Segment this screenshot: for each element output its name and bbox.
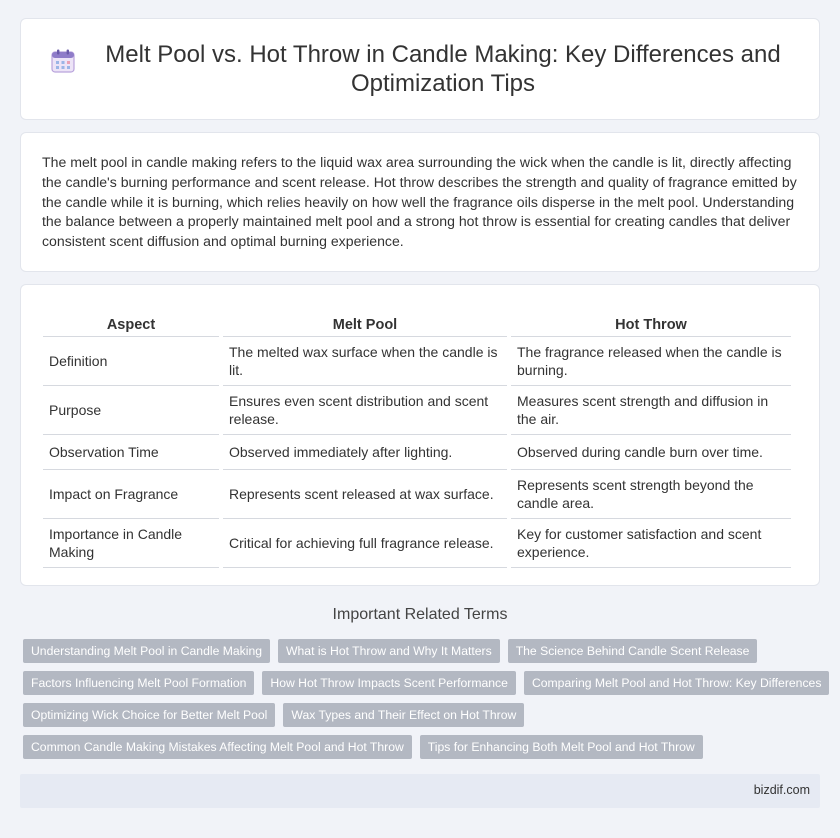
related-terms-list — [23, 639, 823, 767]
table-row — [43, 386, 791, 435]
melt-pool-cell: The melted wax surface when the candle is lit. — [223, 337, 507, 386]
header-aspect: Aspect — [43, 313, 219, 337]
related-term-tag[interactable]: Common Candle Making Mistakes Affecting Melt Pool and Hot Throw — [23, 735, 412, 759]
calendar-icon — [50, 48, 76, 74]
aspect-cell: Definition — [43, 337, 219, 386]
melt-pool-cell: Represents scent released at wax surface. — [223, 470, 507, 519]
hot-throw-cell: The fragrance released when the candle is burning. — [511, 337, 791, 386]
hot-throw-cell: Measures scent strength and diffusion in the air. — [511, 386, 791, 435]
melt-pool-cell: Critical for achieving full fragrance release. — [223, 519, 507, 568]
intro-card — [20, 132, 820, 272]
table-row — [43, 435, 791, 470]
related-term-tag[interactable]: Comparing Melt Pool and Hot Throw: Key Differences — [524, 671, 829, 695]
table-header-row — [43, 313, 791, 337]
intro-paragraph: The melt pool in candle making refers to the liquid wax area surrounding the wick when the candle is lit, directly affecting the candle's burning performance and scent release. Hot throw describes the strength and quality of fragrance emitted by the candle while it is burning, which relies heavily on how well the fragrance oils disperse in the melt pool. Understanding the balance between a properly maintained melt pool and a strong hot throw is essential for creating candles that deliver consistent scent diffusion and optimal burning experience. — [42, 154, 797, 250]
comparison-table — [39, 313, 795, 568]
table-row — [43, 470, 791, 519]
melt-pool-cell: Ensures even scent distribution and scent release. — [223, 386, 507, 435]
aspect-cell: Observation Time — [43, 435, 219, 470]
related-term-tag[interactable]: Understanding Melt Pool in Candle Making — [23, 639, 270, 663]
related-term-tag[interactable]: Optimizing Wick Choice for Better Melt Pool — [23, 703, 275, 727]
hot-throw-cell: Observed during candle burn over time. — [511, 435, 791, 470]
related-term-tag[interactable]: Factors Influencing Melt Pool Formation — [23, 671, 254, 695]
page-title: Melt Pool vs. Hot Throw in Candle Making: Key Differences and Optimization Tips — [105, 41, 781, 97]
table-row — [43, 519, 791, 568]
aspect-cell: Impact on Fragrance — [43, 470, 219, 519]
comparison-card — [20, 284, 820, 586]
header-melt-pool: Melt Pool — [223, 313, 507, 337]
related-term-tag[interactable]: The Science Behind Candle Scent Release — [508, 639, 758, 663]
related-term-tag[interactable]: How Hot Throw Impacts Scent Performance — [262, 671, 516, 695]
aspect-cell: Purpose — [43, 386, 219, 435]
aspect-cell: Importance in Candle Making — [43, 519, 219, 568]
footer-site-link[interactable]: bizdif.com — [753, 783, 810, 797]
footer — [20, 774, 820, 808]
hot-throw-cell: Represents scent strength beyond the candle area. — [511, 470, 791, 519]
header-hot-throw: Hot Throw — [511, 313, 791, 337]
header-card — [20, 18, 820, 120]
related-term-tag[interactable]: Tips for Enhancing Both Melt Pool and Hot Throw — [420, 735, 703, 759]
table-row — [43, 337, 791, 386]
hot-throw-cell: Key for customer satisfaction and scent experience. — [511, 519, 791, 568]
related-term-tag[interactable]: Wax Types and Their Effect on Hot Throw — [283, 703, 524, 727]
melt-pool-cell: Observed immediately after lighting. — [223, 435, 507, 470]
related-terms-title: Important Related Terms — [332, 606, 508, 623]
related-term-tag[interactable]: What is Hot Throw and Why It Matters — [278, 639, 500, 663]
